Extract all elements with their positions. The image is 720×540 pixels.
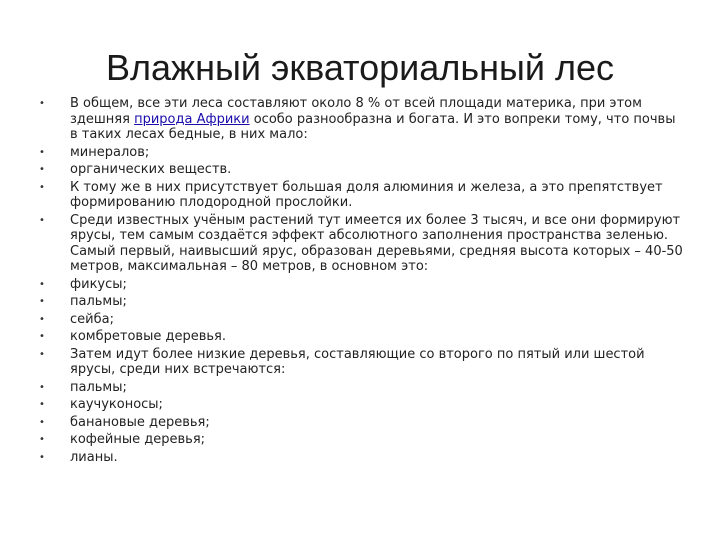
list-item-text: кофейные деревья; (70, 432, 206, 447)
list-item-text: пальмы; (70, 379, 127, 395)
list-item-text: минералов; (70, 144, 150, 160)
bullet-icon: • (39, 164, 45, 175)
list-item-text (70, 96, 686, 143)
bullet-icon: • (39, 313, 45, 325)
list-item (36, 415, 686, 431)
list-item-text: комбретовые деревья. (70, 329, 226, 344)
list-item (36, 162, 686, 178)
bullet-icon: • (39, 278, 45, 290)
bullet-icon: • (39, 181, 45, 193)
list-item (36, 347, 686, 378)
list-item-text: Среди известных учёным растений тут имеется их более 3 тысяч, и все они формируют ярусы, тем самым создаётся эффект абсолютного заполнения пространства зеленью. Самый первый, наивысший ярус, образован деревьями, средняя высота которых – 40-50 метров, максимальная – 80 метров, в основном это: (70, 212, 683, 274)
bullet-icon: • (39, 348, 45, 360)
list-item (36, 213, 686, 275)
bullet-icon: • (39, 146, 45, 158)
list-item (36, 294, 686, 310)
list-item-text: лианы. (70, 449, 118, 465)
list-item-text: сейба; (70, 311, 114, 327)
bullet-icon: • (39, 331, 45, 342)
bullet-list (36, 96, 686, 467)
list-item-text: Затем идут более низкие деревья, составляющие со второго по пятый или шестой ярусы, среди них встречаются: (70, 346, 645, 377)
list-item (36, 432, 686, 448)
bullet-icon: • (39, 214, 45, 226)
list-item-text: фикусы; (70, 276, 127, 292)
list-item-text: К тому же в них присутствует большая доля алюминия и железа, а это препятствует формированию плодородной прослойки. (70, 179, 663, 210)
bullet-icon: • (39, 434, 45, 445)
bullet-icon: • (39, 451, 45, 463)
list-item-text: каучуконосы; (70, 397, 163, 412)
africa-nature-link[interactable]: природа Африки (134, 111, 250, 127)
list-item (36, 145, 686, 161)
list-item (36, 312, 686, 328)
list-item (36, 329, 686, 345)
slide-title: Влажный экваториальный лес (106, 47, 614, 88)
list-item-text-before: В общем, все эти леса составляют около 8 % от всей площади материка, при этом здешняя (70, 96, 642, 127)
list-item-text-after: особо разнообразна и богата. И это вопреки тому, что почвы в таких лесах бедные, в них мало: (70, 111, 676, 142)
bullet-icon: • (39, 416, 45, 428)
bullet-icon: • (39, 381, 45, 393)
bullet-icon: • (39, 399, 45, 410)
list-item (36, 277, 686, 293)
bullet-icon: • (39, 296, 45, 307)
bullet-icon: • (39, 98, 45, 109)
list-item-text: пальмы; (70, 294, 127, 309)
list-item (36, 96, 686, 143)
list-item (36, 397, 686, 413)
list-item-text: банановые деревья; (70, 414, 210, 430)
list-item (36, 450, 686, 466)
list-item (36, 380, 686, 396)
list-item-text: органических веществ. (70, 162, 232, 177)
list-item (36, 180, 686, 211)
